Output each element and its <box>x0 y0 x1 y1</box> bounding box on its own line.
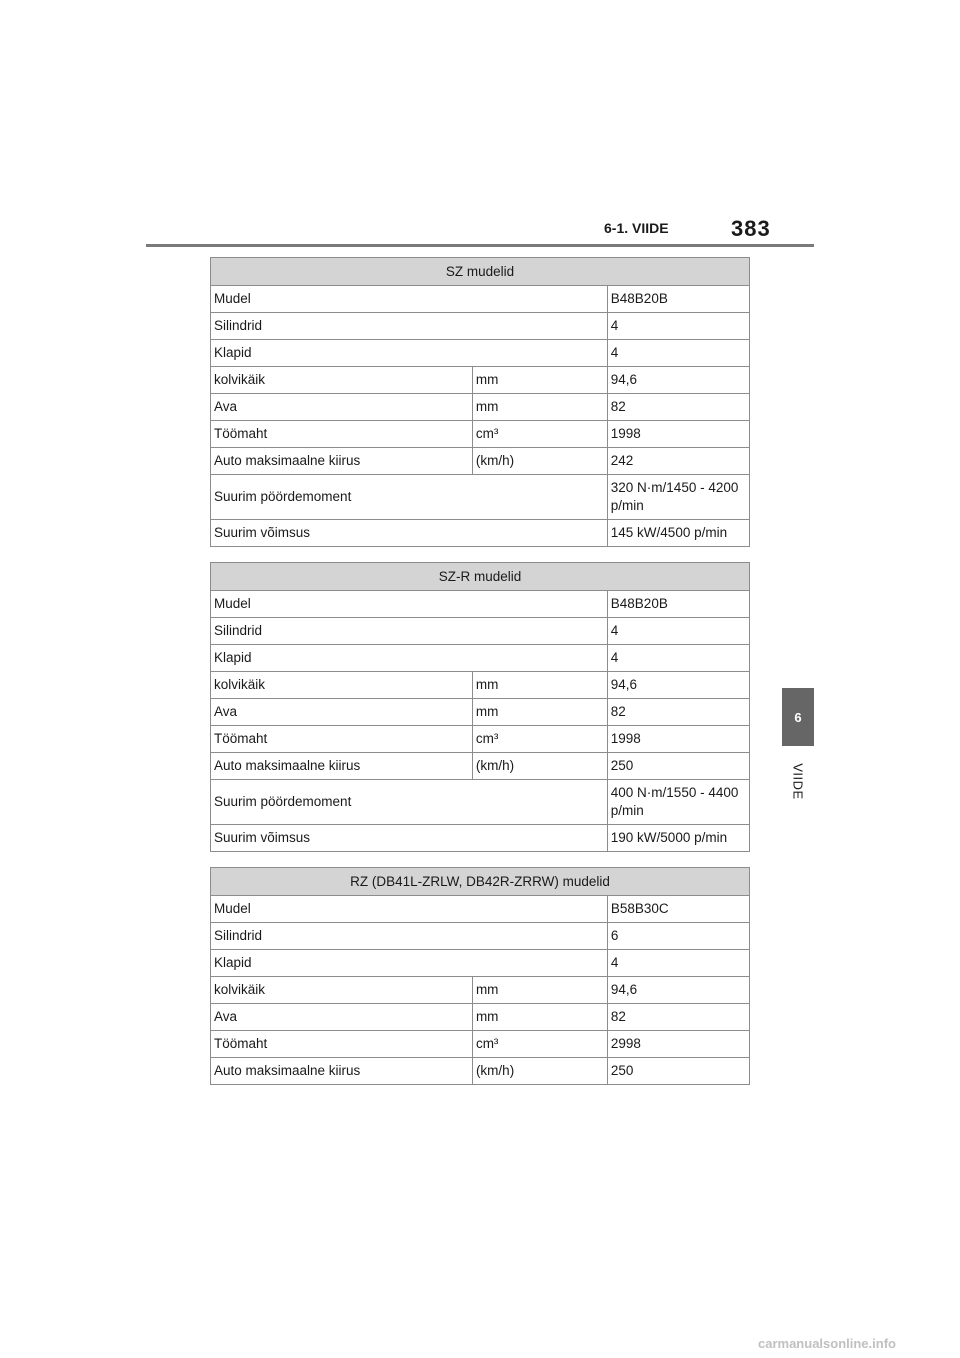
row-unit: mm <box>472 367 607 394</box>
table-row <box>211 1058 750 1085</box>
chapter-title: VIIDE <box>790 762 806 800</box>
row-value: 145 kW/4500 p/min <box>607 520 749 547</box>
row-value: 6 <box>607 923 749 950</box>
table-title: SZ-R mudelid <box>211 563 750 591</box>
table-row <box>211 340 750 367</box>
row-label: Suurim pöördemoment <box>211 780 608 825</box>
row-label: Silindrid <box>211 618 608 645</box>
row-label: kolvikäik <box>211 367 473 394</box>
chapter-side-title <box>776 756 820 806</box>
table-row <box>211 753 750 780</box>
table-row <box>211 520 750 547</box>
table-row <box>211 825 750 852</box>
row-value: 400 N·m/1550 - 4400 p/min <box>607 780 749 825</box>
spec-table-sz <box>210 257 750 547</box>
row-label: Mudel <box>211 896 608 923</box>
spec-table-rz <box>210 867 750 1085</box>
row-label: Klapid <box>211 950 608 977</box>
row-value: 94,6 <box>607 367 749 394</box>
row-value: B48B20B <box>607 286 749 313</box>
table-row <box>211 618 750 645</box>
table-header-row <box>211 563 750 591</box>
table-row <box>211 923 750 950</box>
table-row <box>211 591 750 618</box>
row-unit: (km/h) <box>472 1058 607 1085</box>
table-row <box>211 475 750 520</box>
table-row <box>211 726 750 753</box>
row-label: kolvikäik <box>211 672 473 699</box>
table-row <box>211 313 750 340</box>
row-unit: cm³ <box>472 1031 607 1058</box>
row-label: Auto maksimaalne kiirus <box>211 448 473 475</box>
row-value: 2998 <box>607 1031 749 1058</box>
section-label: 6-1. VIIDE <box>604 220 669 236</box>
row-value: 82 <box>607 699 749 726</box>
row-label: Klapid <box>211 645 608 672</box>
row-label: Mudel <box>211 591 608 618</box>
row-value: 82 <box>607 394 749 421</box>
row-label: Silindrid <box>211 313 608 340</box>
table-row <box>211 367 750 394</box>
row-value: 94,6 <box>607 672 749 699</box>
row-unit: mm <box>472 699 607 726</box>
table-row <box>211 448 750 475</box>
row-unit: cm³ <box>472 421 607 448</box>
page-number: 383 <box>731 216 771 241</box>
table-row <box>211 896 750 923</box>
row-label: Silindrid <box>211 923 608 950</box>
row-unit: mm <box>472 1004 607 1031</box>
row-label: Ava <box>211 1004 473 1031</box>
row-value: B58B30C <box>607 896 749 923</box>
row-label: Klapid <box>211 340 608 367</box>
table-row <box>211 1004 750 1031</box>
row-unit: cm³ <box>472 726 607 753</box>
spec-table-sz-r <box>210 562 750 852</box>
row-value: 4 <box>607 950 749 977</box>
row-label: Suurim pöördemoment <box>211 475 608 520</box>
table-row <box>211 672 750 699</box>
row-label: Töömaht <box>211 1031 473 1058</box>
row-value: 1998 <box>607 726 749 753</box>
page-header <box>0 216 960 246</box>
table-row <box>211 977 750 1004</box>
table-title: RZ (DB41L-ZRLW, DB42R-ZRRW) mudelid <box>211 868 750 896</box>
row-value: 4 <box>607 618 749 645</box>
row-value: 1998 <box>607 421 749 448</box>
row-value: 242 <box>607 448 749 475</box>
row-unit: mm <box>472 672 607 699</box>
row-value: B48B20B <box>607 591 749 618</box>
chapter-number: 6 <box>794 709 802 725</box>
table-title: SZ mudelid <box>211 258 750 286</box>
row-value: 250 <box>607 753 749 780</box>
row-unit: mm <box>472 977 607 1004</box>
row-label: Töömaht <box>211 421 473 448</box>
row-unit: mm <box>472 394 607 421</box>
row-label: Ava <box>211 394 473 421</box>
row-value: 250 <box>607 1058 749 1085</box>
table-row <box>211 645 750 672</box>
table-row <box>211 1031 750 1058</box>
row-value: 82 <box>607 1004 749 1031</box>
chapter-tab <box>782 688 814 746</box>
row-label: kolvikäik <box>211 977 473 1004</box>
table-row <box>211 421 750 448</box>
row-unit: (km/h) <box>472 753 607 780</box>
row-value: 94,6 <box>607 977 749 1004</box>
row-unit: (km/h) <box>472 448 607 475</box>
row-label: Suurim võimsus <box>211 520 608 547</box>
row-label: Suurim võimsus <box>211 825 608 852</box>
row-label: Töömaht <box>211 726 473 753</box>
row-value: 320 N·m/1450 - 4200 p/min <box>607 475 749 520</box>
table-header-row <box>211 258 750 286</box>
watermark: carmanualsonline.info <box>758 1336 896 1351</box>
table-row <box>211 394 750 421</box>
row-value: 4 <box>607 313 749 340</box>
header-divider <box>146 244 814 247</box>
table-header-row <box>211 868 750 896</box>
table-row <box>211 286 750 313</box>
row-value: 4 <box>607 645 749 672</box>
row-value: 4 <box>607 340 749 367</box>
row-label: Auto maksimaalne kiirus <box>211 1058 473 1085</box>
table-row <box>211 699 750 726</box>
row-label: Mudel <box>211 286 608 313</box>
row-label: Ava <box>211 699 473 726</box>
row-label: Auto maksimaalne kiirus <box>211 753 473 780</box>
row-value: 190 kW/5000 p/min <box>607 825 749 852</box>
table-row <box>211 780 750 825</box>
table-row <box>211 950 750 977</box>
